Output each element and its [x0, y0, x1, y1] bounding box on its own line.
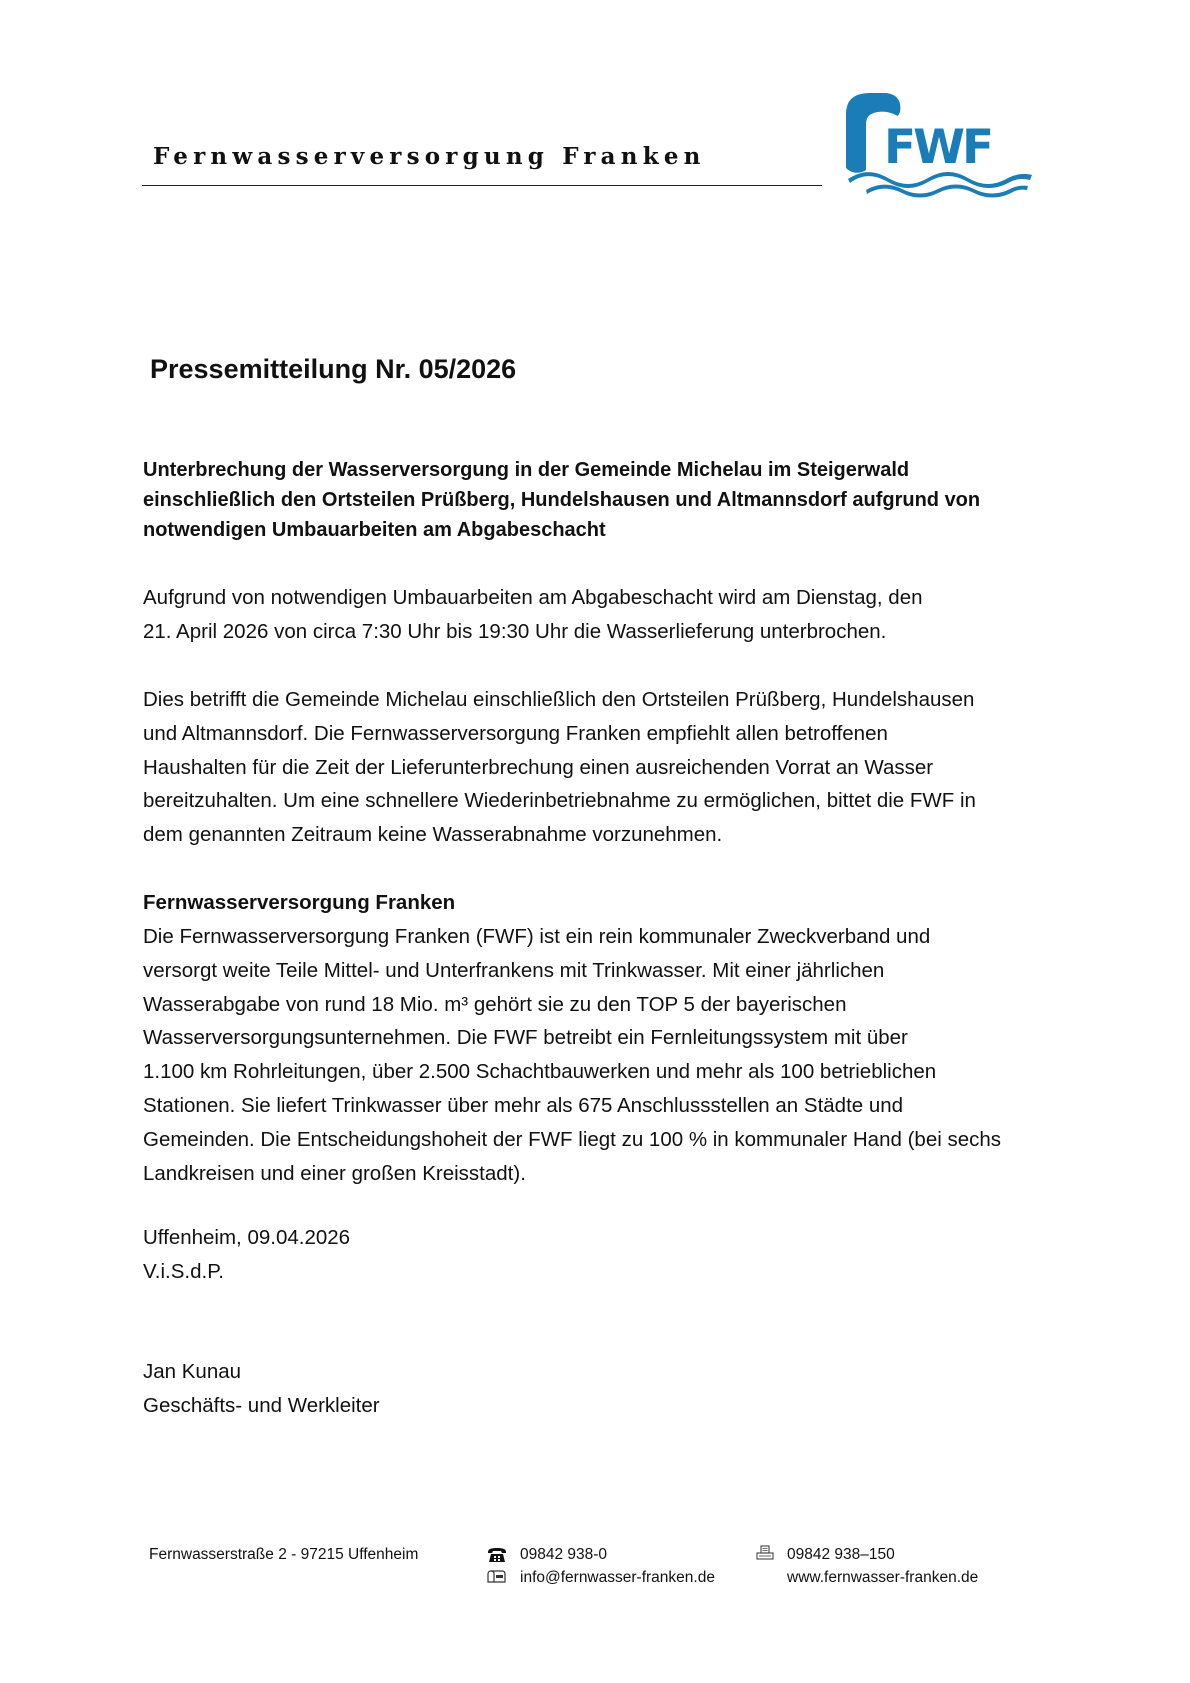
paragraph-line: Landkreisen und einer großen Kreisstadt).	[143, 1161, 526, 1185]
paragraph-line: Gemeinden. Die Entscheidungshoheit der FWF liegt zu 100 % in kommunaler Hand (bei sechs	[143, 1127, 1002, 1151]
header-rule	[142, 185, 822, 186]
headline-line: einschließlich den Ortsteilen Prüßberg, Hundelshausen und Altmannsdorf aufgrund von	[143, 489, 981, 511]
footer-fax: 09842 938–150	[787, 1546, 895, 1563]
place-date: Uffenheim, 09.04.2026	[143, 1226, 351, 1249]
headline-line: notwendigen Umbauarbeiten am Abgabeschacht	[143, 519, 606, 541]
signer-role: Geschäfts- und Werkleiter	[143, 1394, 380, 1417]
organization-name: Fernwasserversorgung Franken	[153, 143, 706, 170]
footer-email[interactable]: info@fernwasser-franken.de	[520, 1569, 715, 1586]
paragraph-line: Wasserabgabe von rund 18 Mio. m³ gehört sie zu den TOP 5 der bayerischen	[143, 992, 847, 1016]
footer-phone[interactable]: 09842 938-0	[520, 1546, 608, 1563]
svg-text:FWF: FWF	[884, 120, 992, 175]
paragraph-line: dem genannten Zeitraum keine Wasserabnahme vorzunehmen.	[143, 823, 723, 847]
headline-line: Unterbrechung der Wasserversorgung in der Gemeinde Michelau im Steigerwald	[143, 459, 910, 481]
fwf-logo	[840, 90, 1035, 200]
paragraph-affected-area	[143, 683, 1103, 852]
paragraph-line: Wasserversorgungsunternehmen. Die FWF betreibt ein Fernleitungssystem mit über	[143, 1026, 908, 1050]
paragraph-line: Haushalten für die Zeit der Lieferunterbrechung einen ausreichenden Vorrat an Wasser	[143, 755, 934, 779]
signer-name: Jan Kunau	[143, 1360, 242, 1383]
paragraph-line: Stationen. Sie liefert Trinkwasser über mehr als 675 Anschlussstellen an Städte und	[143, 1093, 904, 1117]
paragraph-line: 1.100 km Rohrleitungen, über 2.500 Schachtbauwerken und mehr als 100 betrieblichen	[143, 1060, 937, 1084]
paragraph-line: Aufgrund von notwendigen Umbauarbeiten am Abgabeschacht wird am Dienstag, den	[143, 586, 923, 609]
headline	[143, 455, 1073, 545]
page-title: Pressemitteilung Nr. 05/2026	[150, 354, 517, 384]
fax-icon	[756, 1545, 776, 1561]
telephone-icon	[487, 1547, 507, 1563]
footer-address: Fernwasserstraße 2 - 97215 Uffenheim	[149, 1546, 419, 1563]
footer-website[interactable]: www.fernwasser-franken.de	[787, 1569, 979, 1586]
mailbox-icon	[486, 1570, 506, 1586]
paragraph-line: Dies betrifft die Gemeinde Michelau einschließlich den Ortsteilen Prüßberg, Hundelshausen	[143, 688, 975, 711]
paragraph-interruption-date	[143, 581, 1103, 649]
paragraph-line: bereitzuhalten. Um eine schnellere Wiederinbetriebnahme zu ermöglichen, bittet die FWF in	[143, 789, 976, 813]
about-heading: Fernwasserversorgung Franken	[143, 891, 456, 914]
about-paragraph	[143, 920, 1103, 1190]
fwf-logo-icon	[840, 90, 1035, 200]
paragraph-line: und Altmannsdorf. Die Fernwasserversorgung Franken empfiehlt allen betroffenen	[143, 721, 888, 745]
paragraph-line: 21. April 2026 von circa 7:30 Uhr bis 19:30 Uhr die Wasserlieferung unterbrochen.	[143, 619, 887, 643]
paragraph-line: versorgt weite Teile Mittel- und Unterfrankens mit Trinkwasser. Mit einer jährlichen	[143, 958, 885, 982]
responsibility-note: V.i.S.d.P.	[143, 1260, 224, 1283]
paragraph-line: Die Fernwasserversorgung Franken (FWF) ist ein rein kommunaler Zweckverband und	[143, 925, 931, 948]
